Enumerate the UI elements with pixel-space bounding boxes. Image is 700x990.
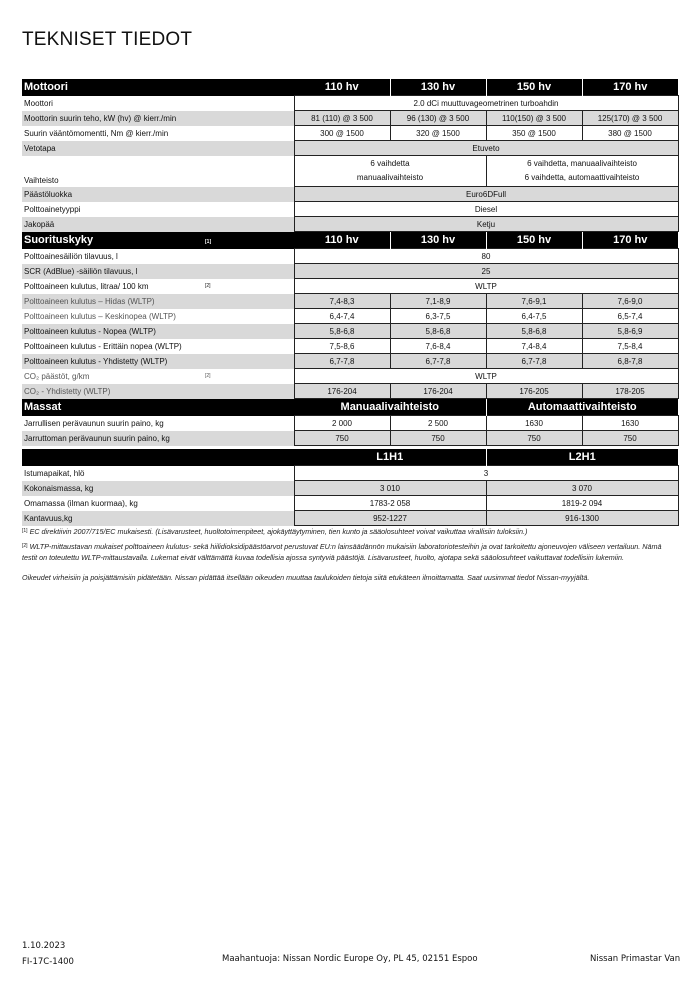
footer-meta [22,938,74,970]
table-row [22,384,678,399]
table-row [22,309,678,324]
section-header-massat [22,399,678,416]
row-value: 5,8-6,8 [486,324,582,339]
column-header-l1h1: L1H1 [294,449,486,466]
row-label-text: CO₂ päästöt, g/km [24,371,90,381]
footer-code: FI-17C-1400 [22,957,74,967]
row-label: Polttoaineen kulutus – Keskinopea (WLTP) [22,309,294,324]
row-value: 750 [390,431,486,446]
column-header-110: 110 hv [294,232,390,249]
row-value: 6,7-7,8 [294,354,390,369]
row-value: WLTP [294,279,678,294]
row-value [294,156,486,187]
column-header-automatic: Automaattivaihteisto [486,399,678,416]
table-row [22,96,678,111]
row-value: 6,7-7,8 [390,354,486,369]
section-title-text: Suorituskyky [24,234,94,246]
value-line: manuaalivaihteisto [356,173,424,182]
footnote-marker: [1] [22,528,28,534]
table-row [22,324,678,339]
row-label [22,369,294,384]
row-value: 7,6-9,0 [582,294,678,309]
row-value: 7,4-8,3 [294,294,390,309]
column-header-130: 130 hv [390,232,486,249]
row-value: 6,8-7,8 [582,354,678,369]
row-value: 750 [582,431,678,446]
row-value: 7,5-8,6 [294,339,390,354]
row-value: 7,5-8,4 [582,339,678,354]
row-value: 3 [294,466,678,481]
row-value: 1819-2 094 [486,496,678,511]
row-value: 750 [486,431,582,446]
table-row [22,354,678,369]
footnote-marker: [2] [205,372,211,379]
spec-table [22,79,679,526]
row-value: Ketju [294,217,678,232]
row-label: Polttoainesäiliön tilavuus, l [22,249,294,264]
column-header-manual: Manuaalivaihteisto [294,399,486,416]
row-label: Kokonaismassa, kg [22,481,294,496]
section-header-variants [22,449,678,466]
row-value: 5,8-6,9 [582,324,678,339]
row-value: 6,4-7,4 [294,309,390,324]
row-label: Kantavuus,kg [22,511,294,526]
column-header-170: 170 hv [582,232,678,249]
footnote-marker: [1] [205,238,212,245]
row-value: 300 @ 1500 [294,126,390,141]
row-value: 750 [294,431,390,446]
row-label: Moottorin suurin teho, kW (hv) @ kierr./min [22,111,294,126]
row-value: WLTP [294,369,678,384]
row-value: 96 (130) @ 3 500 [390,111,486,126]
disclaimer: Oikeudet virheisiin ja poisjättämisiin pidätetään. Nissan pidättää itsellään oikeuden muuttaa taulukoiden tietoja siitä etukäteen ilmoittamatta. Saat uusimmat tiedot Nissan-myyjältä. [22,573,590,582]
row-label: Polttoaineen kulutus - Erittäin nopea (WLTP) [22,339,294,354]
table-row [22,156,678,187]
row-label: Jarrullisen perävaunun suurin paino, kg [22,416,294,431]
table-row [22,339,678,354]
row-value: 2 000 [294,416,390,431]
row-value: 2 500 [390,416,486,431]
column-header-150: 150 hv [486,79,582,96]
section-header-mottoori [22,79,678,96]
row-value: 5,8-6,8 [390,324,486,339]
footnote-text: EC direktiivin 2007/715/EC mukaisesti. (Lisävarusteet, huoltotoimenpiteet, ajokäyttäytyminen, tien kunto ja sääolosuhteet voivat vaikuttaa virallisiin tuloksiin.) [29,527,528,536]
row-label: Päästöluokka [22,187,294,202]
row-label-text: Polttoaineen kulutus, litraa/ 100 km [24,281,149,291]
row-value: 7,6-8,4 [390,339,486,354]
table-row [22,202,678,217]
row-value [486,156,678,187]
page-title: TEKNISET TIEDOT [22,29,193,50]
row-value: 6,3-7,5 [390,309,486,324]
row-label: Istumapaikat, hlö [22,466,294,481]
row-value: 5,8-6,8 [294,324,390,339]
row-value: 25 [294,264,678,279]
table-row [22,264,678,279]
section-title: Mottoori [22,79,294,96]
row-value: 1630 [582,416,678,431]
table-row [22,466,678,481]
row-value: 178-205 [582,384,678,399]
row-value: 2.0 dCi muuttuvageometrinen turboahdin [294,96,678,111]
section-title [22,232,294,249]
row-label: Omamassa (ilman kuormaa), kg [22,496,294,511]
row-label: Suurin vääntömomentti, Nm @ kierr./min [22,126,294,141]
row-label: Polttoainetyyppi [22,202,294,217]
row-value: 916-1300 [486,511,678,526]
table-row [22,141,678,156]
row-value: 7,1-8,9 [390,294,486,309]
footnote-text: WLTP-mittaustavan mukaiset polttoaineen kulutus- sekä hiilidioksidipäästöarvot perustuvat EU:n lainsäädännön mukaisiin laboratoriotesteihin ja ovat tarkoitettu ajoneuvojen väliseen vertailuun. Nämä testit on toteutettu WLTP-mittaustavalla. Lukemat eivät välttämättä kuvaa todellisia ajossa syntyviä päästöjä. Lisävarusteet, huolto, ajotapa sekä sääolosuhteet vaikuttavat todellisiin lukemiin. [22,542,662,562]
row-value: 380 @ 1500 [582,126,678,141]
footer-date: 1.10.2023 [22,941,66,951]
row-value: 7,6-9,1 [486,294,582,309]
column-header-110: 110 hv [294,79,390,96]
footnote-marker: [2] [205,282,211,289]
column-header-150: 150 hv [486,232,582,249]
row-value: 176-204 [390,384,486,399]
row-label: Polttoaineen kulutus - Yhdistetty (WLTP) [22,354,294,369]
row-label: CO₂ - Yhdistetty (WLTP) [22,384,294,399]
table-row [22,481,678,496]
row-value: 110(150) @ 3 500 [486,111,582,126]
row-value: 125(170) @ 3 500 [582,111,678,126]
table-row [22,369,678,384]
row-label: Moottori [22,96,294,111]
row-value: 176-204 [294,384,390,399]
row-label: Vaihteisto [22,156,294,187]
footer-importer: Maahantuoja: Nissan Nordic Europe Oy, PL 45, 02151 Espoo [222,954,478,964]
row-value: 1783-2 058 [294,496,486,511]
row-value: Diesel [294,202,678,217]
row-label: Vetotapa [22,141,294,156]
row-value: 3 010 [294,481,486,496]
row-value: Etuveto [294,141,678,156]
value-line: 6 vaihdetta, automaattivaihteisto [524,173,640,182]
column-header-130: 130 hv [390,79,486,96]
footnotes [22,526,672,587]
row-label: Polttoaineen kulutus – Hidas (WLTP) [22,294,294,309]
row-value: 81 (110) @ 3 500 [294,111,390,126]
section-title [22,449,294,466]
row-label [22,279,294,294]
table-row [22,249,678,264]
section-title: Massat [22,399,294,416]
row-value: 6,5-7,4 [582,309,678,324]
row-value: 80 [294,249,678,264]
column-header-l2h1: L2H1 [486,449,678,466]
row-label: SCR (AdBlue) -säiliön tilavuus, l [22,264,294,279]
table-row [22,294,678,309]
row-value: 6,4-7,5 [486,309,582,324]
table-row [22,126,678,141]
footer-model: Nissan Primastar Van [590,954,681,964]
table-row [22,279,678,294]
row-value: 952-1227 [294,511,486,526]
table-row [22,431,678,446]
footnote-2 [22,541,672,563]
section-header-suorituskyky [22,232,678,249]
table-row [22,187,678,202]
footnote-1 [22,526,672,537]
table-row [22,111,678,126]
table-row [22,496,678,511]
table-row [22,416,678,431]
row-value: 6,7-7,8 [486,354,582,369]
row-value: 3 070 [486,481,678,496]
row-value: 176-205 [486,384,582,399]
row-value: 1630 [486,416,582,431]
row-label: Polttoaineen kulutus - Nopea (WLTP) [22,324,294,339]
row-value: 350 @ 1500 [486,126,582,141]
row-value: 320 @ 1500 [390,126,486,141]
row-label: Jarruttoman perävaunun suurin paino, kg [22,431,294,446]
row-value: 7,4-8,4 [486,339,582,354]
value-line: 6 vaihdetta, manuaalivaihteisto [527,159,637,168]
column-header-170: 170 hv [582,79,678,96]
table-row [22,217,678,232]
row-value: Euro6DFull [294,187,678,202]
row-label: Jakopää [22,217,294,232]
table-row [22,511,678,526]
footnote-marker: [2] [22,543,28,549]
value-line: 6 vaihdetta [370,159,410,168]
